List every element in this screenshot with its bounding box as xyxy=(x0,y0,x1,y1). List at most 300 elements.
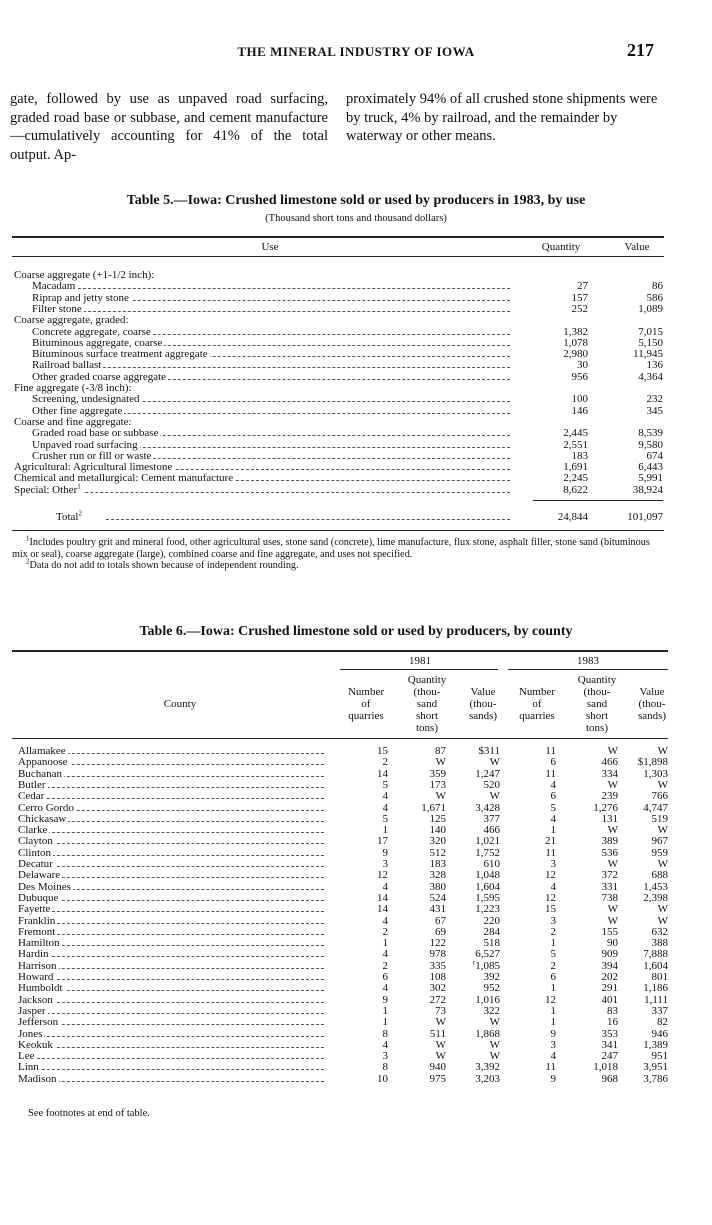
table6-value-1981: 610 xyxy=(483,858,500,870)
table6-value-1983: 7,888 xyxy=(643,948,668,961)
table6-quarries-1983: 12 xyxy=(545,891,556,904)
table5-row-label: Riprap and jetty stone xyxy=(32,291,129,304)
table6-row xyxy=(0,1006,712,1017)
table6-header-number-1983 xyxy=(510,686,564,722)
table6-value-1983: 337 xyxy=(651,1004,668,1017)
table6-value-1983: 3,786 xyxy=(643,1072,668,1085)
table5-row-quantity: 100 xyxy=(571,393,588,406)
table6-quantity-1981: W xyxy=(435,790,446,803)
table5-header-value: Value xyxy=(624,241,650,253)
table6-quarries-1983: 1 xyxy=(550,982,556,995)
table5-row-quantity: 8,622 xyxy=(563,483,588,496)
table6-quantity-1983: 466 xyxy=(601,756,618,769)
table5-total-value: 101,097 xyxy=(627,511,663,523)
table6-quarries-1981: 1 xyxy=(382,824,388,837)
leader-dots xyxy=(22,776,324,777)
leader-dots xyxy=(22,1036,324,1037)
table6-header-line: Quantity xyxy=(577,674,617,686)
table6-header-line: (thou- xyxy=(469,698,497,710)
table5-row-label: Unpaved road surfacing xyxy=(32,438,138,451)
leader-dots xyxy=(22,979,324,980)
table6-note: See footnotes at end of table. xyxy=(28,1108,150,1119)
table6-county-name: Clinton xyxy=(18,846,52,859)
table5-row-label: Coarse aggregate, graded: xyxy=(14,314,129,327)
table6-header-quantity-1983 xyxy=(566,674,628,734)
table5-row-label: Fine aggregate (-3/8 inch): xyxy=(14,382,132,394)
table6-value-1983: 388 xyxy=(651,937,668,950)
table6-quarries-1983: 4 xyxy=(550,880,556,893)
table6-quantity-1983: 83 xyxy=(607,1004,618,1017)
table6-header-line: short xyxy=(586,710,608,722)
table6-value-1983: 1,389 xyxy=(643,1038,668,1051)
table6-header-line: Number xyxy=(347,686,385,698)
table6-value-1981: 1,247 xyxy=(475,767,500,780)
table5-header-rule xyxy=(12,256,664,257)
table6-quantity-1983: 738 xyxy=(601,891,618,904)
table6-value-1983: W xyxy=(657,914,668,927)
table6-quantity-1981: W xyxy=(435,756,446,769)
table6-quantity-1981: 272 xyxy=(429,993,446,1006)
leader-dots xyxy=(22,934,324,935)
table5-total-quantity: 24,844 xyxy=(557,511,588,523)
table5-footnotes xyxy=(12,534,664,572)
table6-quantity-1983: 1,018 xyxy=(593,1061,618,1074)
table5-row-label: Coarse aggregate (+1-1/2 inch): xyxy=(14,269,155,281)
table6-quantity-1983: 536 xyxy=(601,846,618,859)
table6-county-name: Franklin xyxy=(18,914,56,927)
table6-quantity-1983: W xyxy=(607,903,618,916)
leader-dots xyxy=(22,1069,324,1070)
table6-quantity-1981: 940 xyxy=(429,1061,446,1074)
table6-quarries-1981: 4 xyxy=(382,790,388,803)
leader-dots xyxy=(22,990,324,991)
table6-county-name: Des Moines xyxy=(18,880,71,893)
table6-quantity-1983: 247 xyxy=(601,1050,618,1063)
leader-dots xyxy=(22,1002,324,1003)
table6-value-1983: 946 xyxy=(651,1027,668,1040)
leader-dots xyxy=(38,311,510,312)
table6-quarries-1983: 6 xyxy=(550,756,556,769)
leader-dots xyxy=(22,968,324,969)
table5-row-quantity: 157 xyxy=(571,291,588,304)
table5-footnote-1: $^1$Includes poultry grit and mineral food, other agricultural uses, stone sand (concrete), lime manufacture, flux stone, asphalt filler, stone sand (bituminous mix or seal), coarse aggregate (large), combined coarse and fine aggregate, and uses not specified. xyxy=(12,534,650,560)
table6-value-1983: $1,898 xyxy=(637,756,668,769)
table6-value-1981: 1,223 xyxy=(475,903,500,916)
table6-county-name: Clarke xyxy=(18,824,48,837)
table5-row-label: Screening, undesignated xyxy=(32,393,140,406)
table6-county-name: Lee xyxy=(18,1050,35,1063)
table6-value-1983: W xyxy=(657,778,668,791)
table5-row xyxy=(0,482,712,496)
table6-value-1981: 1,016 xyxy=(475,993,500,1006)
table5-row-value: 8,539 xyxy=(638,427,663,440)
table6-quarries-1983: 1 xyxy=(550,937,556,950)
table6-quantity-1981: W xyxy=(435,1016,446,1029)
table6-header-number-1981 xyxy=(340,686,392,722)
table6-row xyxy=(0,893,712,904)
table6-quantity-1981: 512 xyxy=(429,846,446,859)
table6-row xyxy=(0,791,712,802)
intro-right-column xyxy=(346,90,659,146)
table6-quarries-1981: 9 xyxy=(382,846,388,859)
table6-row xyxy=(0,836,712,847)
table6-value-1981: 1,604 xyxy=(475,880,500,893)
table5-footnote-2: $^2$Data do not add to totals shown because of independent rounding. xyxy=(26,557,299,571)
table5-row-label: Other fine aggregate xyxy=(32,404,123,417)
table6-value-1983: 951 xyxy=(651,1050,668,1063)
table5-row-quantity: 1,691 xyxy=(563,461,588,474)
table6-county-name: Humboldt xyxy=(18,982,63,995)
table6-county-name: Cedar xyxy=(18,790,45,803)
table6-county-name: Cerro Gordo xyxy=(18,801,74,814)
leader-dots xyxy=(22,843,324,844)
table6-quarries-1981: 4 xyxy=(382,1038,388,1051)
table6-quantity-1981: 125 xyxy=(429,812,446,825)
table6-quantity-1983: 90 xyxy=(607,937,618,950)
table6-county-name: Allamakee xyxy=(18,745,66,757)
table6-row xyxy=(0,1017,712,1028)
table6-quarries-1983: 6 xyxy=(550,790,556,803)
table6-value-1983: W xyxy=(657,824,668,837)
table6-header-line: sands) xyxy=(637,710,667,722)
table6-header-rule xyxy=(12,738,668,739)
table5-row-label: Special: Other$^1$ xyxy=(14,482,81,496)
table6-value-1981: 1,868 xyxy=(475,1027,500,1040)
table5-title: Table 5.—Iowa: Crushed limestone sold or used by producers in 1983, by use xyxy=(126,193,586,208)
table6-value-1983: 1,453 xyxy=(643,880,668,893)
table6-value-1981: 952 xyxy=(483,982,500,995)
leader-dots xyxy=(22,956,324,957)
table6-county-name: Linn xyxy=(18,1061,39,1074)
table6-quarries-1981: 5 xyxy=(382,812,388,825)
table6-value-1983: 766 xyxy=(651,790,668,803)
leader-dots xyxy=(22,787,324,788)
table6-row xyxy=(0,949,712,960)
page-number: 217 xyxy=(627,40,654,60)
table5-row-value: 136 xyxy=(646,359,663,372)
leader-dots xyxy=(22,832,324,833)
table6-quarries-1981: 3 xyxy=(382,858,388,870)
table6-top-rule xyxy=(12,650,668,652)
table6-value-1983: 3,951 xyxy=(643,1061,668,1074)
leader-dots xyxy=(22,1024,324,1025)
table6-value-1981: W xyxy=(489,1038,500,1051)
table6-header-line: Number xyxy=(518,686,556,698)
table5-row-quantity: 2,980 xyxy=(563,348,588,361)
table5-row-label: Coarse and fine aggregate: xyxy=(14,415,132,428)
table6-quarries-1981: 3 xyxy=(382,1050,388,1063)
table5-row-value: 6,443 xyxy=(638,461,663,474)
table6-county-name: Howard xyxy=(18,971,54,983)
intro-left-text: gate, followed by use as unpaved road surfacing, graded road base or subbase, and cement manufacture—cumulatively accounting for 41% of the total output. Ap- xyxy=(10,91,328,163)
table5-row-value: 1,089 xyxy=(638,302,663,315)
table5-row-value: 11,945 xyxy=(633,348,663,361)
table5-row-value: 345 xyxy=(646,404,663,417)
table5-row-value: 86 xyxy=(652,280,663,293)
table6-quarries-1983: 9 xyxy=(550,1027,556,1040)
leader-dots xyxy=(38,367,510,368)
table6-quarries-1983: 11 xyxy=(545,745,556,757)
table6-header-line: of xyxy=(532,698,542,710)
table6-year-1983: 1983 xyxy=(577,655,599,667)
table6-county-name: Jones xyxy=(18,1027,43,1040)
table6-year-1981: 1981 xyxy=(409,655,431,667)
table6-quantity-1981: 122 xyxy=(429,937,446,950)
table6-quarries-1981: 2 xyxy=(382,959,388,972)
table6-quantity-1983: 202 xyxy=(601,971,618,983)
table6-quantity-1981: 73 xyxy=(435,1004,446,1017)
table6-quantity-1981: 108 xyxy=(429,971,446,983)
table6-value-1983: 4,747 xyxy=(643,801,668,814)
table6-county-name: Clayton xyxy=(18,835,53,848)
table6-quantity-1981: 975 xyxy=(429,1072,446,1085)
table6-county-name: Fayette xyxy=(18,903,51,916)
table6-quarries-1981: 10 xyxy=(377,1072,388,1085)
table6-value-1981: 518 xyxy=(483,937,500,950)
table6-value-1983: 632 xyxy=(651,925,668,938)
table6-value-1983: 82 xyxy=(657,1016,668,1029)
table6-county-name: Jefferson xyxy=(18,1016,59,1029)
table6-value-1981: $^r$1,085 xyxy=(472,958,500,972)
table6-value-1981: 466 xyxy=(483,824,500,837)
table6-quantity-1981: 380 xyxy=(429,880,446,893)
table6-quarries-1983: 6 xyxy=(550,971,556,983)
table6-row xyxy=(0,769,712,780)
leader-dots xyxy=(22,1058,324,1059)
table6-quarries-1981: 6 xyxy=(382,971,388,983)
table5-row-quantity: 183 xyxy=(571,449,588,462)
running-header-title: THE MINERAL INDUSTRY OF IOWA xyxy=(237,44,475,59)
table6-value-1983: 688 xyxy=(651,869,668,882)
table5-row xyxy=(0,281,712,292)
table6-row xyxy=(0,995,712,1006)
intro-right-text: proximately 94% of all crushed stone shipments were by truck, 4% by railroad, and the remainder by waterway or other means. xyxy=(346,91,658,144)
table6-value-1981: 322 xyxy=(483,1004,500,1017)
table6-quarries-1983: 9 xyxy=(550,1072,556,1085)
table6-quantity-1981: 173 xyxy=(429,778,446,791)
table6-county-name: Jackson xyxy=(18,993,53,1006)
table6-quantity-1983: 131 xyxy=(601,812,618,825)
table6-quarries-1981: 1 xyxy=(382,937,388,950)
table5-header-quantity: Quantity xyxy=(541,241,581,253)
table6-quarries-1983: 11 xyxy=(545,846,556,859)
table6-row xyxy=(0,1074,712,1085)
table6-quarries-1981: 8 xyxy=(382,1061,388,1074)
table6-quarries-1981: 14 xyxy=(377,903,388,916)
table6-quarries-1981: 8 xyxy=(382,1027,388,1040)
table5-row xyxy=(0,349,712,360)
table6-row xyxy=(0,757,712,768)
table6-year-rule-1981 xyxy=(340,669,498,670)
table5-row xyxy=(0,293,712,304)
table6-county-name: Fremont xyxy=(18,925,56,938)
table6-quantity-1981: 320 xyxy=(429,835,446,848)
leader-dots xyxy=(22,1047,324,1048)
table6-title: Table 6.—Iowa: Crushed limestone sold or used by producers, by county xyxy=(139,624,573,639)
table6-county-name: Keokuk xyxy=(18,1038,53,1051)
table5-row xyxy=(0,473,712,484)
leader-dots xyxy=(20,492,510,493)
table6-quarries-1983: 4 xyxy=(550,1050,556,1063)
table5-subtitle: (Thousand short tons and thousand dollars) xyxy=(265,213,447,224)
table6-quantity-1983: 353 xyxy=(601,1027,618,1040)
table6-header-line: sand xyxy=(416,698,438,710)
table6-quarries-1983: 1 xyxy=(550,824,556,837)
table6-value-1983: 959 xyxy=(651,846,668,859)
table6-quantity-1981: 140 xyxy=(429,824,446,837)
table6-quarries-1981: 2 xyxy=(382,925,388,938)
table6-quantity-1981: 1,671 xyxy=(421,801,446,814)
table6-header-line: Value xyxy=(470,686,496,698)
table5-row-quantity: 956 xyxy=(571,370,588,383)
table6-quantity-1981: 69 xyxy=(435,925,446,938)
table6-county-name: Hamilton xyxy=(18,937,60,950)
table5-row-value: 674 xyxy=(646,449,663,462)
table6-quarries-1981: 1 xyxy=(382,1016,388,1029)
table6-value-1981: 1,595 xyxy=(475,891,500,904)
table5-row-label: Macadam xyxy=(32,280,76,293)
table5-row-value: 9,580 xyxy=(638,438,663,451)
table6-quarries-1983: 2 xyxy=(550,959,556,972)
table5-row-quantity: 2,245 xyxy=(563,472,588,485)
table6-quantity-1983: 909 xyxy=(601,948,618,961)
table6-header-line: quarries xyxy=(519,710,555,722)
table5-bottom-rule xyxy=(12,530,664,531)
table6-quarries-1983: 3 xyxy=(550,858,556,870)
table6-quarries-1983: 1 xyxy=(550,1004,556,1017)
table6-row xyxy=(0,814,712,825)
table5-row-label: Other graded coarse aggregate xyxy=(32,370,167,383)
table6-row xyxy=(0,848,712,859)
intro-left-column xyxy=(10,90,328,164)
table6-value-1983: 1,111 xyxy=(644,993,668,1006)
table5-total-rule xyxy=(533,500,663,501)
table6-quantity-1983: 968 xyxy=(601,1072,618,1085)
table6-header-line: (thou- xyxy=(638,698,666,710)
table6-value-1983: W xyxy=(657,745,668,757)
table5-row-quantity: 2,551 xyxy=(563,438,588,451)
table6-quarries-1981: 4 xyxy=(382,880,388,893)
table6-header-line: quarries xyxy=(348,710,384,722)
table6-header-line: Quantity xyxy=(407,674,447,686)
table6-quantity-1983: W xyxy=(607,824,618,837)
table6-value-1981: W xyxy=(489,1050,500,1063)
table6-quantity-1983: 372 xyxy=(601,869,618,882)
table5-row-label: Concrete aggregate, coarse xyxy=(32,325,151,338)
table6-quarries-1983: 3 xyxy=(550,914,556,927)
table5-row-value: 232 xyxy=(646,393,663,406)
table6-quarries-1983: 11 xyxy=(545,767,556,780)
table6-value-1983: 519 xyxy=(651,812,668,825)
table6-quantity-1983: 394 xyxy=(601,959,618,972)
table6-quantity-1983: 334 xyxy=(601,767,618,780)
table6-row xyxy=(0,904,712,915)
table6-county-name: Harrison xyxy=(18,959,57,972)
table6-quarries-1981: 9 xyxy=(382,993,388,1006)
table6-quantity-1981: 511 xyxy=(429,1027,446,1040)
table6-quantity-1981: 431 xyxy=(429,903,446,916)
table6-header-quantity-1981 xyxy=(396,674,458,734)
table6-row xyxy=(0,1062,712,1073)
table6-county-name: Chickasaw xyxy=(18,812,67,825)
table5-top-rule xyxy=(12,236,664,238)
table6-header-line: Value xyxy=(639,686,665,698)
table5-row xyxy=(0,360,712,371)
table6-quantity-1981: 335 xyxy=(429,959,446,972)
table6-value-1981: 1,752 xyxy=(475,846,500,859)
table6-header-value-1981 xyxy=(460,686,506,722)
table6-quarries-1983: 2 xyxy=(550,925,556,938)
table6-header-line: sand xyxy=(586,698,608,710)
leader-dots xyxy=(22,945,324,946)
leader-dots xyxy=(22,855,324,856)
table5-row-quantity: 146 xyxy=(571,404,588,417)
table6-quantity-1981: 302 xyxy=(429,982,446,995)
table6-quarries-1981: 1 xyxy=(382,1004,388,1017)
table6-quarries-1983: 11 xyxy=(545,1061,556,1074)
table6-quantity-1983: W xyxy=(607,778,618,791)
table6-quantity-1983: W xyxy=(607,914,618,927)
table5-row-label: Chemical and metallurgical: Cement manufacture xyxy=(14,472,234,485)
table5-row-label: Graded road base or subbase xyxy=(32,427,159,440)
table6-value-1981: W xyxy=(489,1016,500,1029)
table6-value-1983: W xyxy=(657,858,668,870)
table6-quarries-1983: 5 xyxy=(550,948,556,961)
table6-header-line: sands) xyxy=(468,710,498,722)
table6-quarries-1981: 4 xyxy=(382,801,388,814)
table6-value-1981: 520 xyxy=(483,778,500,791)
table6-quantity-1983: 16 xyxy=(607,1016,618,1029)
table6-value-1981: 3,203 xyxy=(475,1072,500,1085)
table6-quarries-1981: 15 xyxy=(377,745,388,757)
leader-dots xyxy=(106,519,510,520)
table5-row-value: 5,150 xyxy=(638,336,663,349)
table6-value-1981: 392 xyxy=(483,971,500,983)
leader-dots xyxy=(22,911,324,912)
table6-quantity-1981: 328 xyxy=(429,869,446,882)
table5-row-label: Agricultural: Agricultural limestone xyxy=(14,461,173,474)
table6-quantity-1983: 331 xyxy=(601,880,618,893)
table6-quantity-1983: 389 xyxy=(601,835,618,848)
table6-quarries-1981: 5 xyxy=(382,778,388,791)
table6-header-line: tons) xyxy=(416,722,438,734)
table6-row xyxy=(0,927,712,938)
table6-quarries-1983: 15 xyxy=(545,903,556,916)
table6-value-1983: 1,186 xyxy=(643,982,668,995)
table5-row-label: Filter stone xyxy=(32,302,82,315)
table6-quantity-1981: 359 xyxy=(429,767,446,780)
table6-quarries-1981: 4 xyxy=(382,914,388,927)
table6-year-rule-1983 xyxy=(508,669,668,670)
leader-dots xyxy=(22,866,324,867)
table6-quantity-1981: 978 xyxy=(429,948,446,961)
table5-row-label: Crusher run or fill or waste xyxy=(32,449,152,462)
table6-value-1981: W xyxy=(489,756,500,769)
table6-quarries-1981: 14 xyxy=(377,891,388,904)
table5-row-value: 4,364 xyxy=(638,370,663,383)
leader-dots xyxy=(22,1013,324,1014)
table6-county-name: Decatur xyxy=(18,858,53,870)
table6-value-1981: 1,021 xyxy=(475,835,500,848)
table6-header-value-1983 xyxy=(630,686,674,722)
table6-county-name: Buchanan xyxy=(18,767,62,780)
table6-quarries-1983: 1 xyxy=(550,1016,556,1029)
table5-row xyxy=(0,315,712,326)
table6-value-1983: 1,303 xyxy=(643,767,668,780)
table6-quarries-1983: 4 xyxy=(550,812,556,825)
table5-row-quantity: 27 xyxy=(577,280,588,293)
leader-dots xyxy=(22,900,324,901)
